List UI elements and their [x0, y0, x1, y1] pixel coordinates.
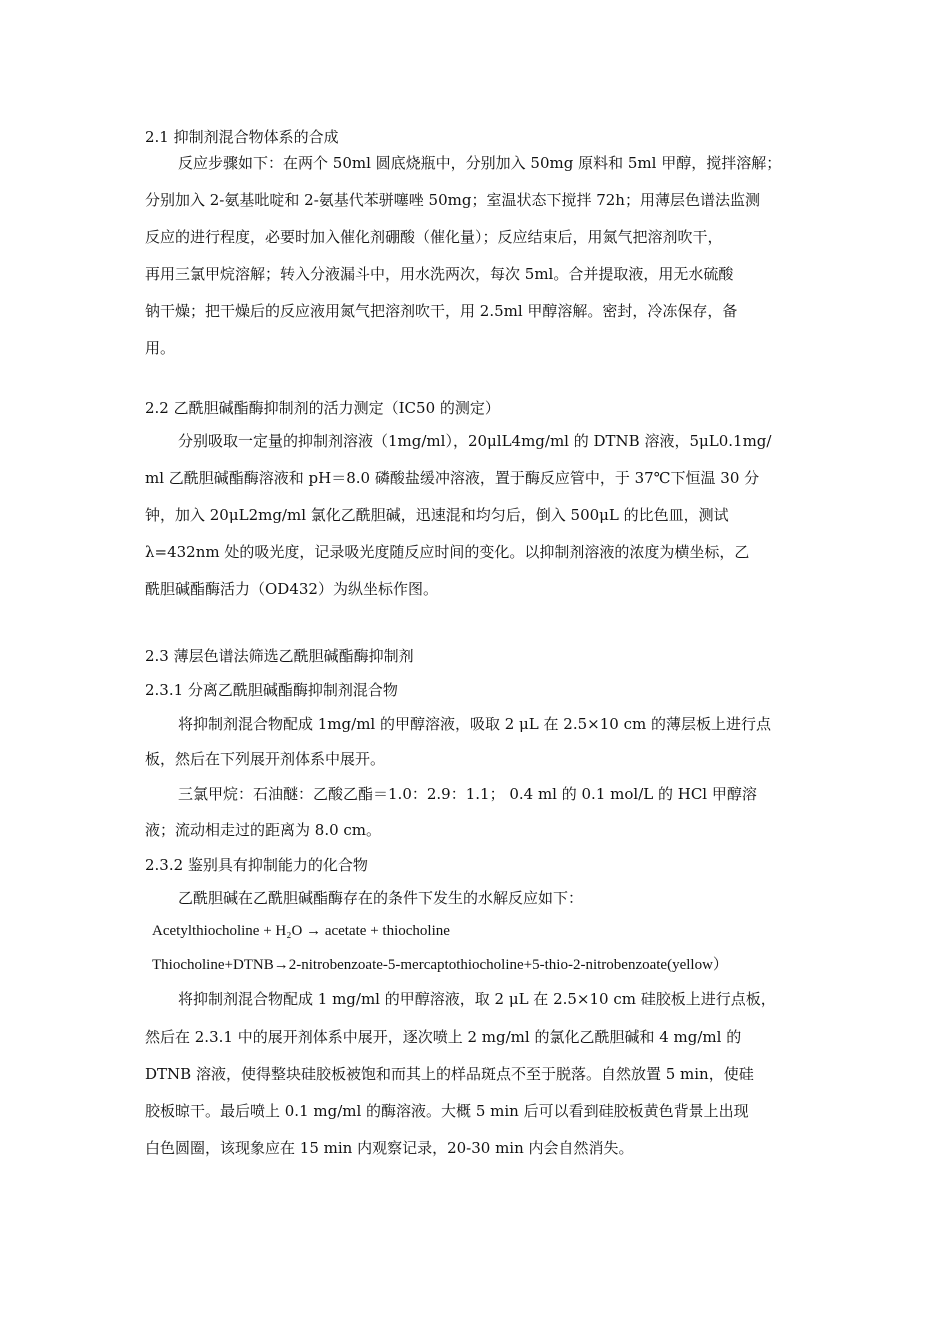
- paragraph-line: 将抑制剂混合物配成 1mg/ml 的甲醇溶液，吸取 2 μL 在 2.5×10 cm 的薄层板上进行点: [178, 715, 771, 733]
- paragraph-line: 用。: [145, 339, 176, 357]
- reaction-equation-1: Acetylthiocholine + H₂O → acetate + thiocholine: [152, 923, 450, 939]
- paragraph-line: ml 乙酰胆碱酯酶溶液和 pH＝8.0 磷酸盐缓冲溶液，置于酶反应管中，于 37℃下恒温 30 分: [145, 469, 760, 487]
- paragraph-line: 反应的进行程度，必要时加入催化剂硼酸（催化量）；反应结束后，用氮气把溶剂吹干，: [145, 228, 723, 246]
- paragraph-line: 三氯甲烷：石油醚：乙酸乙酯＝1.0：2.9：1.1； 0.4 ml 的 0.1 mol/L 的 HCl 甲醇溶: [178, 785, 757, 803]
- paragraph-line: 再用三氯甲烷溶解；转入分液漏斗中，用水洗两次，每次 5ml。合并提取液，用无水硫酸: [145, 265, 734, 283]
- subsection-heading-2-3-2: 2.3.2 鉴别具有抑制能力的化合物: [145, 856, 368, 874]
- section-heading-2-3: 2.3 薄层色谱法筛选乙酰胆碱酯酶抑制剂: [145, 647, 414, 665]
- paragraph-line: 胶板晾干。最后喷上 0.1 mg/ml 的酶溶液。大概 5 min 后可以看到硅胶板黄色背景上出现: [145, 1102, 749, 1120]
- paragraph-line: 分别加入 2-氨基吡啶和 2-氨基代苯骈噻唑 50mg；室温状态下搅拌 72h；用薄层色谱法监测: [145, 191, 760, 209]
- paragraph-line: 钠干燥；把干燥后的反应液用氮气把溶剂吹干，用 2.5ml 甲醇溶解。密封，冷冻保存，备: [145, 302, 738, 320]
- paragraph-line: 酰胆碱酯酶活力（OD432）为纵坐标作图。: [145, 580, 438, 598]
- reaction-equation-2: Thiocholine+DTNB→2-nitrobenzoate-5-mercaptothiocholine+5-thio-2-nitrobenzoate(yellow）: [152, 957, 728, 973]
- subsection-heading-2-3-1: 2.3.1 分离乙酰胆碱酯酶抑制剂混合物: [145, 681, 398, 699]
- paragraph-line: 液；流动相走过的距离为 8.0 cm。: [145, 821, 382, 839]
- paragraph-line: 将抑制剂混合物配成 1 mg/ml 的甲醇溶液，取 2 μL 在 2.5×10 cm 硅胶板上进行点板，: [178, 990, 776, 1008]
- paragraph-line: 反应步骤如下：在两个 50ml 圆底烧瓶中，分别加入 50mg 原料和 5ml 甲醇，搅拌溶解；: [178, 154, 782, 172]
- paragraph-line: 板，然后在下列展开剂体系中展开。: [145, 750, 386, 768]
- paragraph-line: 白色圆圈，该现象应在 15 min 内观察记录，20-30 min 内会自然消失。: [145, 1139, 634, 1157]
- section-heading-2-2: 2.2 乙酰胆碱酯酶抑制剂的活力测定（IC50 的测定）: [145, 399, 500, 417]
- paragraph-line: 钟，加入 20μL2mg/ml 氯化乙酰胆碱，迅速混和均匀后，倒入 500μL 的比色皿，测试: [145, 506, 729, 524]
- section-heading-2-1: 2.1 抑制剂混合物体系的合成: [145, 128, 339, 146]
- paragraph-line: 分别吸取一定量的抑制剂溶液（1mg/ml），20μlL4mg/ml 的 DTNB 溶液，5μL0.1mg/: [178, 432, 772, 450]
- paragraph-line: 然后在 2.3.1 中的展开剂体系中展开，逐次喷上 2 mg/ml 的氯化乙酰胆碱和 4 mg/ml 的: [145, 1028, 742, 1046]
- paragraph-line: DTNB 溶液，使得整块硅胶板被饱和而其上的样品斑点不至于脱落。自然放置 5 min，使硅: [145, 1065, 754, 1083]
- paragraph-line: 乙酰胆碱在乙酰胆碱酯酶存在的条件下发生的水解反应如下：: [178, 889, 584, 907]
- paragraph-line: λ=432nm 处的吸光度，记录吸光度随反应时间的变化。以抑制剂溶液的浓度为横坐标，乙: [145, 543, 750, 561]
